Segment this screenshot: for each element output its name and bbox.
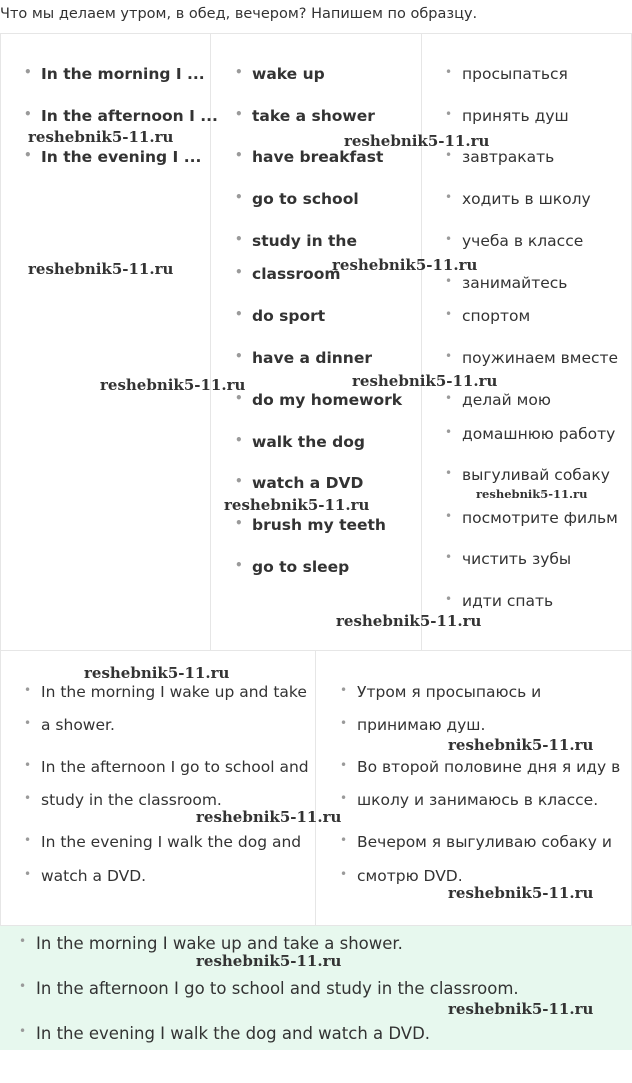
list-item: • In the evening I walk the dog and (41, 833, 301, 851)
watermark: reshebnik5-11.ru (336, 612, 482, 630)
watermark: reshebnik5-11.ru (476, 487, 588, 501)
list-item: • do sport (252, 307, 325, 325)
list-item-continuation: • study in the classroom. (41, 791, 222, 809)
list-item: • In the afternoon I go to school and (41, 758, 309, 776)
watermark: reshebnik5-11.ru (344, 132, 490, 150)
list-item: • In the evening I ... (41, 148, 201, 166)
list-item: • завтракать (462, 148, 554, 166)
list-item: • выгуливай собаку (462, 466, 610, 484)
answer-block (0, 926, 632, 1050)
column-divider (210, 33, 211, 651)
list-item: • In the morning I wake up and take (41, 683, 307, 701)
watermark: reshebnik5-11.ru (224, 496, 370, 514)
list-item-continuation: • школу и занимаюсь в классе. (357, 791, 598, 809)
watermark: reshebnik5-11.ru (28, 128, 174, 146)
list-item: • walk the dog (252, 433, 365, 451)
watermark: reshebnik5-11.ru (84, 664, 230, 682)
list-item: • принять душ (462, 107, 569, 125)
list-item: • wake up (252, 65, 325, 83)
list-item: • In the afternoon I ... (41, 107, 218, 125)
list-item: • do my homework (252, 391, 402, 409)
list-item: • take a shower (252, 107, 375, 125)
answer-item: • In the morning I wake up and take a shower. (36, 934, 403, 953)
watermark: reshebnik5-11.ru (352, 372, 498, 390)
watermark: reshebnik5-11.ru (100, 376, 246, 394)
list-item: • Во второй половине дня я иду в (357, 758, 620, 776)
watermark: reshebnik5-11.ru (448, 736, 594, 754)
list-item-continuation: • принимаю душ. (357, 716, 485, 734)
list-item-continuation: • смотрю DVD. (357, 867, 463, 885)
list-item: • учеба в классе (462, 232, 583, 250)
watermark: reshebnik5-11.ru (196, 952, 342, 970)
watermark: reshebnik5-11.ru (448, 884, 594, 902)
watermark: reshebnik5-11.ru (196, 808, 342, 826)
page-title: Что мы делаем утром, в обед, вечером? Напишем по образцу. (0, 6, 478, 22)
list-item: • have breakfast (252, 148, 383, 166)
column-divider (315, 650, 316, 926)
list-item-continuation: • a shower. (41, 716, 115, 734)
list-item-continuation: • classroom (252, 265, 341, 283)
list-item: • занимайтесь (462, 274, 567, 292)
watermark: reshebnik5-11.ru (448, 1000, 594, 1018)
list-item: • делай мою (462, 391, 551, 409)
column-divider (421, 33, 422, 651)
list-item: • ходить в школу (462, 190, 591, 208)
watermark: reshebnik5-11.ru (28, 260, 174, 278)
list-item-continuation: • домашнюю работу (462, 425, 615, 443)
list-item-continuation: • watch a DVD. (41, 867, 146, 885)
list-item: • Утром я просыпаюсь и (357, 683, 541, 701)
list-item: • идти спать (462, 592, 553, 610)
list-item: • brush my teeth (252, 516, 386, 534)
list-item: • study in the (252, 232, 357, 250)
answer-item: • In the afternoon I go to school and study in the classroom. (36, 979, 519, 998)
list-item: • have a dinner (252, 349, 372, 367)
watermark: reshebnik5-11.ru (332, 256, 478, 274)
list-item: • просыпаться (462, 65, 568, 83)
list-item: • чистить зубы (462, 550, 571, 568)
list-item-continuation: • спортом (462, 307, 530, 325)
list-item: • go to school (252, 190, 359, 208)
list-item: • watch a DVD (252, 474, 363, 492)
list-item: • посмотрите фильм (462, 509, 618, 527)
list-item: • Вечером я выгуливаю собаку и (357, 833, 612, 851)
list-item: • In the morning I ... (41, 65, 205, 83)
list-item: • поужинаем вместе (462, 349, 618, 367)
list-item: • go to sleep (252, 558, 349, 576)
answer-item: • In the evening I walk the dog and watch a DVD. (36, 1024, 430, 1043)
